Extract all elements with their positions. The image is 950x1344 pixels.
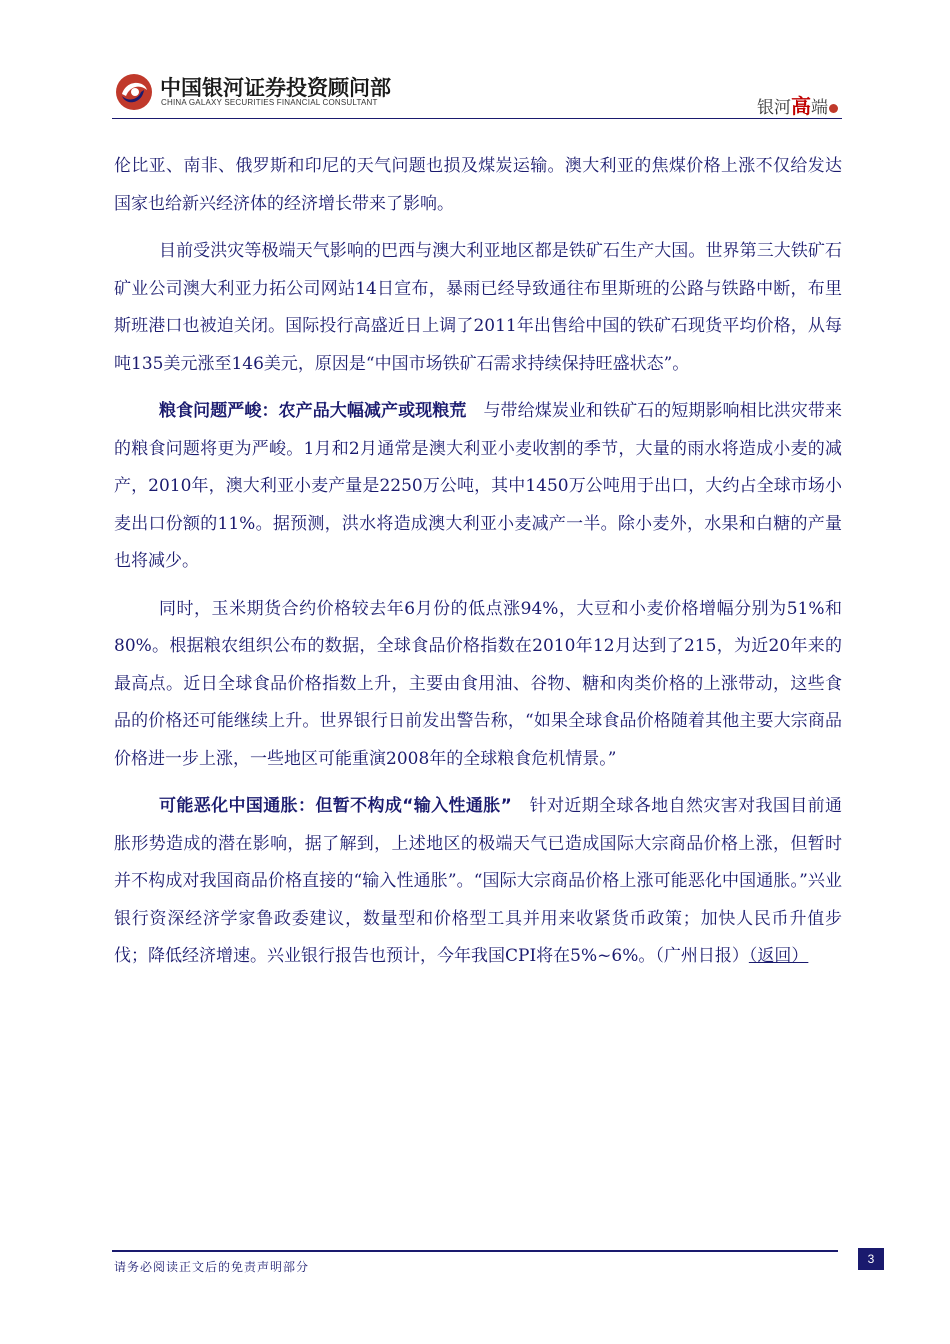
page-number: 3: [858, 1248, 884, 1270]
red-seal-icon: [829, 104, 838, 113]
yinhe-gaoduan-badge: [757, 90, 838, 119]
paragraph-3-body: 与带给煤炭业和铁矿石的短期影响相比洪灾带来的粮食问题将更为严峻。1月和2月通常是澳大利亚小麦收割的季节，大量的雨水将造成小麦的减产，2010年，澳大利亚小麦产量是2250万公吨，其中1450万公吨用于出口，大约占全球市场小麦出口份额的11%。据预测，洪水将造成澳大利亚小麦减产一半。除小麦外，水果和白糖的产量也将减少。: [114, 401, 843, 571]
paragraph-3: [114, 393, 842, 581]
back-link[interactable]: （返回）: [748, 946, 809, 966]
badge-text-post: 端: [811, 98, 828, 118]
badge-text-gao: 高: [791, 94, 811, 118]
header-divider: [112, 118, 842, 119]
section-heading-food: 粮食问题严峻：农产品大幅减产或现粮荒: [159, 401, 467, 421]
paragraph-4: 同时，玉米期货合约价格较去年6月份的低点涨94%，大豆和小麦价格增幅分别为51%和80%。根据粮农组织公布的数据，全球食品价格指数在2010年12月达到了215，为近20年来的最高点。近日全球食品价格指数上升，主要由食用油、谷物、糖和肉类价格的上涨带动，这些食品的价格还可能继续上升。世界银行日前发出警告称，“如果全球食品价格随着其他主要大宗商品价格进一步上涨，一些地区可能重演2008年的全球粮食危机情景。”: [114, 598, 842, 769]
paragraph-5: [114, 788, 842, 976]
disclaimer-note: 请务必阅读正文后的免责声明部分: [114, 1260, 310, 1274]
page-header: [112, 70, 842, 120]
brand-name-cn: 中国银河证券投资顾问部: [160, 76, 391, 100]
paragraph-1: 伦比亚、南非、俄罗斯和印尼的天气问题也损及煤炭运输。澳大利亚的焦煤价格上涨不仅给发达国家也给新兴经济体的经济增长带来了影响。: [114, 156, 842, 214]
badge-text-pre: 银河: [757, 98, 791, 118]
galaxy-logo-icon: [114, 72, 154, 112]
paragraph-2: 目前受洪灾等极端天气影响的巴西与澳大利亚地区都是铁矿石生产大国。世界第三大铁矿石矿业公司澳大利亚力拓公司网站14日宣布，暴雨已经导致通往布里斯班的公路与铁路中断，布里斯班港口也被迫关闭。国际投行高盛近日上调了2011年出售给中国的铁矿石现货平均价格，从每吨135美元涨至146美元，原因是“中国市场铁矿石需求持续保持旺盛状态”。: [114, 241, 842, 374]
footer-divider: [112, 1250, 838, 1252]
article-body: [114, 148, 842, 976]
brand-name-en: CHINA GALAXY SECURITIES FINANCIAL CONSULTANT: [161, 98, 378, 107]
paragraph-5-body: 针对近期全球各地自然灾害对我国目前通胀形势造成的潜在影响，据了解到，上述地区的极端天气已造成国际大宗商品价格上涨，但暂时并不构成对我国商品价格直接的“输入性通胀”。“国际大宗商品价格上涨可能恶化中国通胀。”兴业银行资深经济学家鲁政委建议，数量型和价格型工具并用来收紧货币政策；加快人民币升值步伐；降低经济增速。兴业银行报告也预计，今年我国CPI将在5%~6%。（广州日报）: [114, 796, 843, 966]
section-heading-inflation: 可能恶化中国通胀：但暂不构成“输入性通胀”: [159, 796, 512, 816]
